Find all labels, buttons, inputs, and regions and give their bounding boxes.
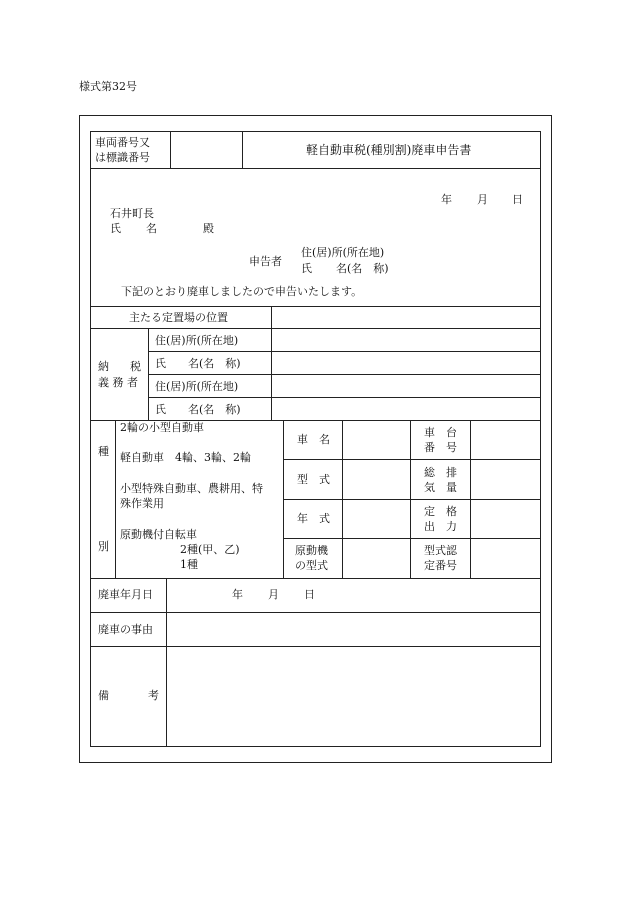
declarant-name-label-b: 名(名 称) (336, 262, 389, 275)
col-divider (271, 306, 272, 420)
disposal-reason-field[interactable] (168, 614, 539, 645)
category-option[interactable]: 小型特殊自動車、農耕用、特 (120, 482, 263, 495)
rated-output-label: 定 格 出 力 (424, 505, 457, 533)
row-divider (90, 328, 541, 329)
remarks-field[interactable] (168, 648, 539, 745)
category-option[interactable]: 軽自動車 4輪、3輪、2輪 (120, 451, 251, 464)
taxpayer-address-label: 住(居)所(所在地) (155, 380, 239, 393)
model-year-label: 年 式 (297, 512, 330, 525)
engine-model-label: 原動機 の型式 (295, 544, 328, 572)
disposal-reason-label: 廃車の事由 (98, 623, 153, 636)
col-divider (170, 131, 171, 168)
form-number: 様式第32号 (79, 80, 137, 93)
model-year-field[interactable] (344, 501, 408, 537)
displacement-field[interactable] (472, 461, 539, 498)
row-divider (90, 168, 541, 169)
type-approval-label: 型式認 定番号 (424, 544, 457, 572)
taxpayer-address-field[interactable] (273, 376, 539, 396)
taxpayer-name-field[interactable] (273, 353, 539, 373)
row-divider (283, 459, 541, 460)
col-divider (115, 420, 116, 578)
remarks-label-b: 考 (148, 689, 159, 702)
addressee-honorific: 殿 (203, 222, 214, 235)
category-label-bottom: 別 (98, 540, 109, 553)
declarant-name-label-a: 氏 (301, 262, 312, 275)
vehicle-name-field[interactable] (344, 422, 408, 458)
type-approval-field[interactable] (472, 540, 539, 577)
disposal-date-day: 日 (304, 588, 315, 601)
row-divider (90, 578, 541, 579)
taxpayer-address-field[interactable] (273, 330, 539, 350)
storage-label: 主たる定置場の位置 (129, 311, 228, 324)
chassis-number-field[interactable] (472, 422, 539, 458)
category-suboption[interactable]: 2種(甲、乙) (180, 543, 240, 556)
col-divider (166, 578, 167, 747)
category-label-top: 種 (98, 445, 109, 458)
row-divider (283, 538, 541, 539)
row-divider (90, 612, 541, 613)
taxpayer-label-c: 義 務 者 (98, 376, 138, 389)
declarant-address-label: 住(居)所(所在地) (301, 246, 385, 259)
plate-number-field[interactable] (172, 134, 240, 166)
chassis-number-label: 車 台 番 号 (424, 426, 457, 454)
taxpayer-label-b: 税 (130, 360, 141, 373)
addressee-title: 石井町長 (110, 207, 154, 220)
taxpayer-name-label: 氏 名(名 称) (155, 357, 241, 370)
category-suboption[interactable]: 1種 (180, 558, 198, 571)
remarks-label-a: 備 (98, 689, 109, 702)
row-divider (283, 499, 541, 500)
col-divider (242, 131, 243, 168)
taxpayer-name-field[interactable] (273, 399, 539, 419)
plate-label: 車両番号又 は標識番号 (95, 136, 150, 164)
vehicle-name-label: 車 名 (297, 433, 330, 446)
declarant-label: 申告者 (249, 255, 282, 268)
displacement-label: 総 排 気 量 (424, 466, 457, 494)
row-divider (90, 646, 541, 647)
disposal-date-label: 廃車年月日 (98, 588, 153, 601)
model-field[interactable] (344, 461, 408, 498)
disposal-date-year: 年 (232, 588, 243, 601)
row-divider (148, 374, 541, 375)
row-divider (148, 397, 541, 398)
form-title: 軽自動車税(種別割)廃車申告書 (306, 143, 472, 157)
taxpayer-label-a: 納 (98, 360, 109, 373)
disposal-date-month: 月 (268, 588, 279, 601)
category-option-continued: 殊作業用 (120, 497, 164, 510)
taxpayer-name-label: 氏 名(名 称) (155, 403, 241, 416)
engine-model-field[interactable] (344, 540, 408, 577)
statement: 下記のとおり廃車しましたので申告いたします。 (121, 285, 363, 298)
storage-location-field[interactable] (273, 308, 539, 327)
taxpayer-address-label: 住(居)所(所在地) (155, 334, 239, 347)
category-option[interactable]: 2輪の小型自動車 (120, 421, 204, 434)
row-divider (90, 306, 541, 307)
date-year: 年 (441, 193, 452, 206)
model-label: 型 式 (297, 473, 330, 486)
category-option[interactable]: 原動機付自転車 (120, 528, 197, 541)
date-day: 日 (512, 193, 523, 206)
row-divider (148, 351, 541, 352)
date-month: 月 (477, 193, 488, 206)
addressee-name-label-b: 名 (146, 222, 157, 235)
rated-output-field[interactable] (472, 501, 539, 537)
addressee-name-label-a: 氏 (110, 222, 121, 235)
